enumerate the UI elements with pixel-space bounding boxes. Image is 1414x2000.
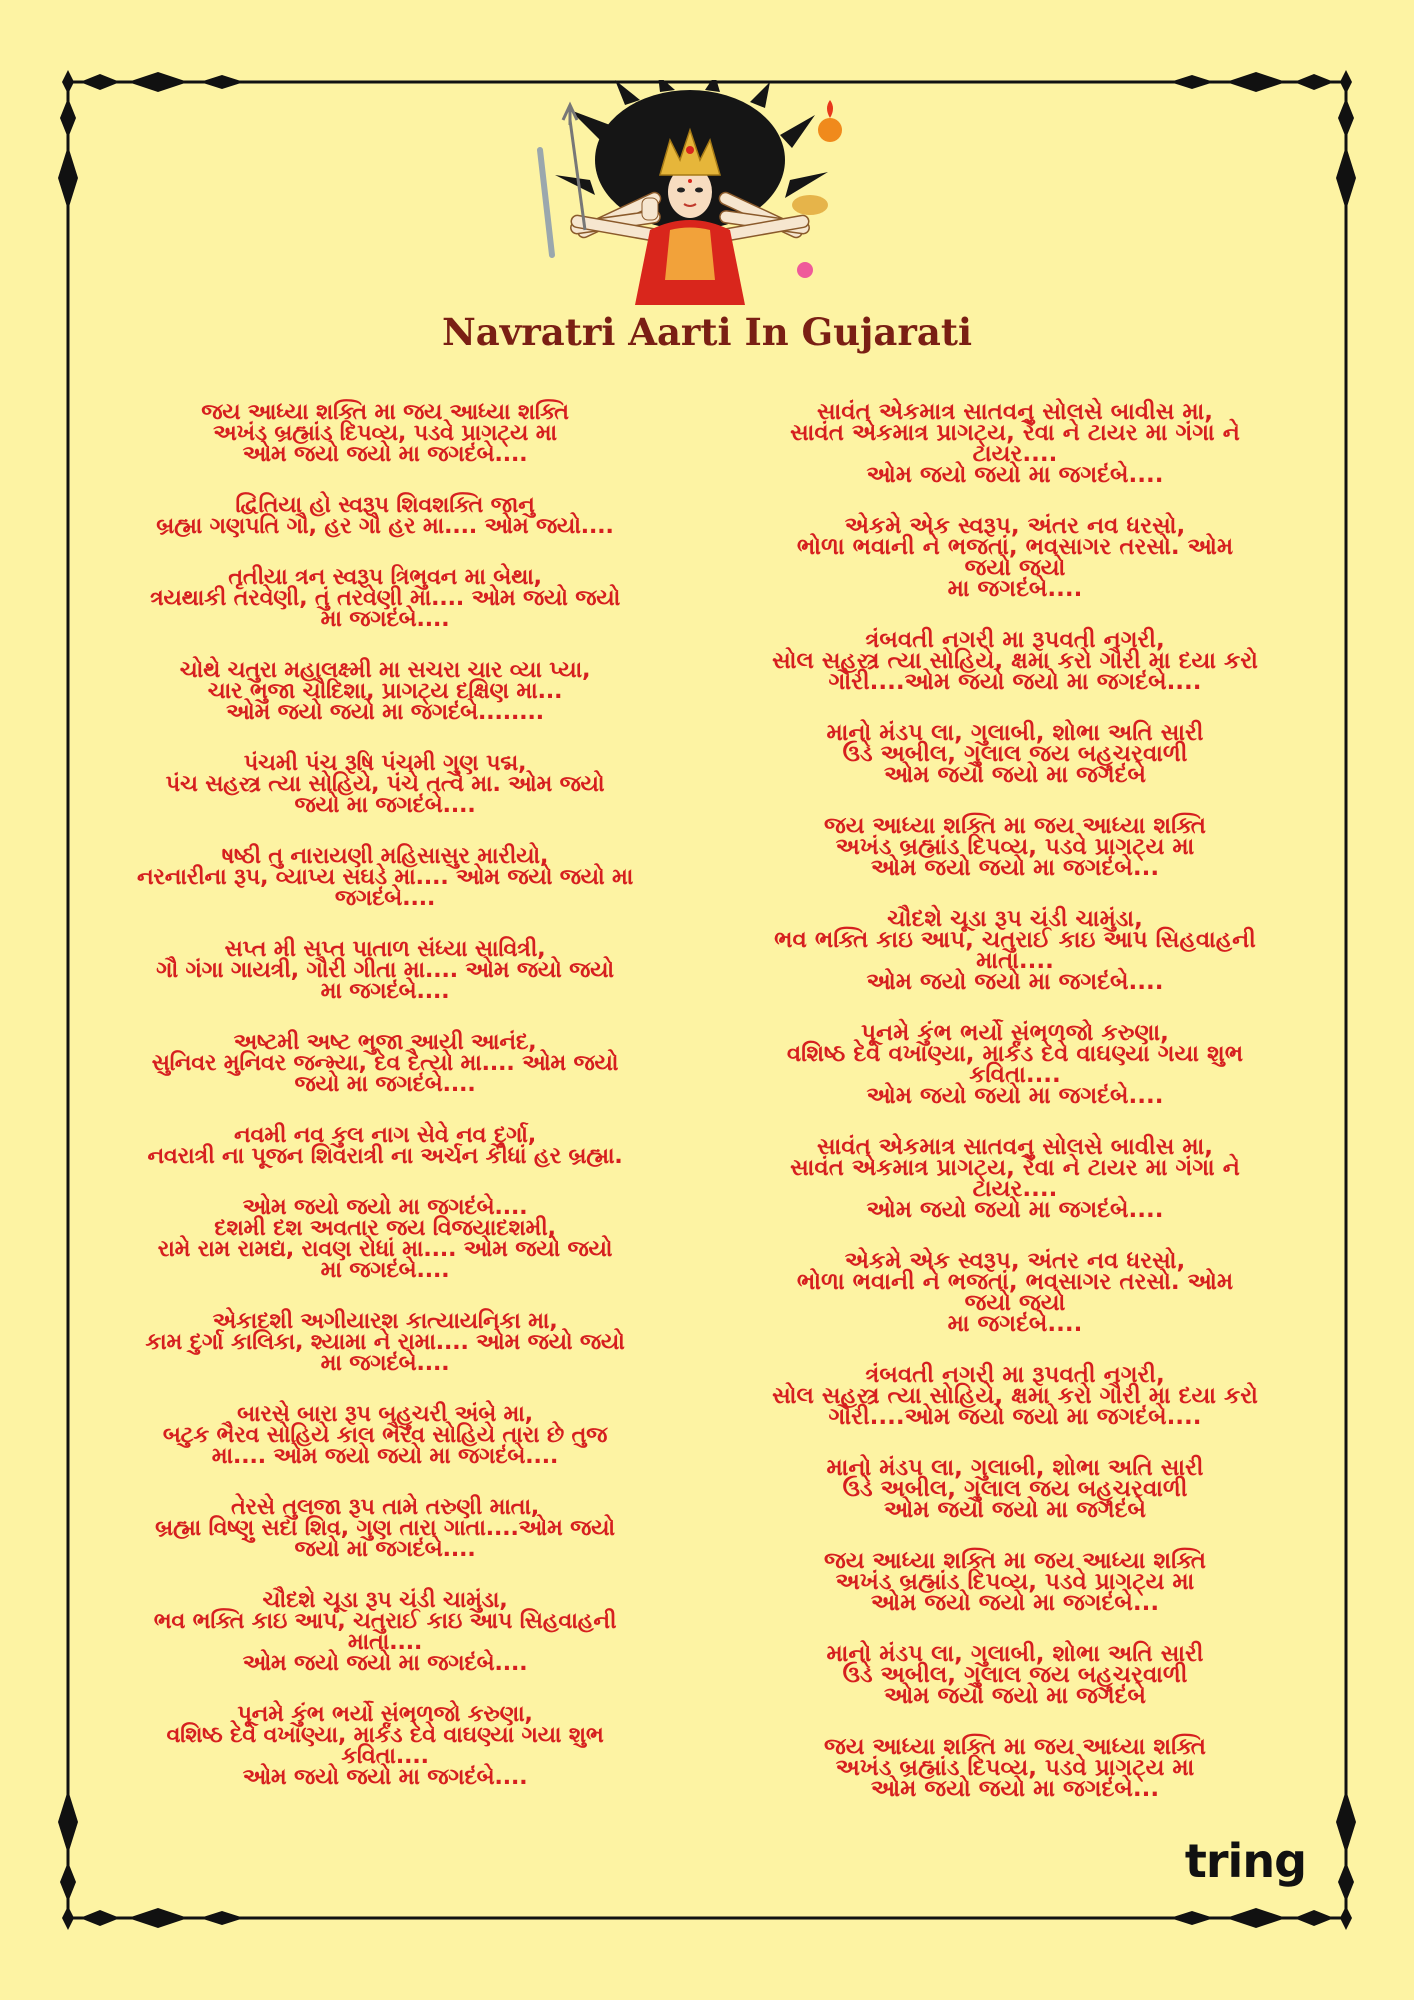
verse-line: અખંડ બ્રહ્માંડ દિપવ્ય, પડવે પ્રાગટ્ય મા bbox=[835, 834, 1195, 860]
verse-line: જય આધ્યા શક્તિ મા જય આધ્યા શક્તિ bbox=[823, 1548, 1207, 1574]
verse-stanza bbox=[95, 1122, 675, 1169]
page-title: Navratri Aarti In Gujarati bbox=[441, 310, 973, 354]
verse-line: કવિતા.... bbox=[969, 1062, 1061, 1088]
verse-line: પૂનમે કુંભ ભર્યો સંભળજો કરુણા, bbox=[861, 1020, 1169, 1046]
verse-line: ઓમ જયો જયો મા જગદંબે... bbox=[870, 1776, 1160, 1802]
verse-stanza bbox=[95, 1401, 675, 1469]
verse-line: ઓમ જયો જયો મા જગદંબે.... bbox=[242, 1764, 528, 1790]
verse-line: સપ્ત મી સપ્ત પાતાળ સંધ્યા સાવિત્રી, bbox=[224, 936, 546, 962]
verse-line: માનો મંડપ લા, ગુલાબી, શોભા અતિ સારી bbox=[826, 720, 1204, 746]
aarti-right-column bbox=[715, 399, 1315, 1830]
verse-stanza bbox=[715, 1248, 1315, 1337]
verse-line: સાવંત એકમાત્ર પ્રાગટ્ય, રેવા ને ટાયર મા ગંગા ને bbox=[790, 1155, 1240, 1181]
verse-stanza bbox=[715, 1641, 1315, 1709]
verse-line: માનો મંડપ લા, ગુલાબી, શોભા અતિ સારી bbox=[826, 1455, 1204, 1481]
verse-line: વશિષ્ઠ દેવે વખાણ્યા, માર્કંડ દેવે વાઘણ્યા ગયા શુભ bbox=[786, 1041, 1244, 1067]
verse-stanza bbox=[715, 1134, 1315, 1223]
verse-line: બારસે બારા રૂપ બહુચરી અંબે મા, bbox=[237, 1401, 533, 1427]
verse-line: જયો જયો bbox=[964, 1290, 1066, 1316]
verse-line: સાવંત એકમાત્ર સાતવનુ સોલસે બાવીસ મા, bbox=[816, 1134, 1214, 1160]
verse-stanza bbox=[95, 399, 675, 467]
verse-line: એકમે એક સ્વરૂપ, અંતર નવ ધરસો, bbox=[844, 513, 1186, 539]
verse-line: ઓમ જયો જયો મા જગદંબે.... bbox=[242, 1194, 528, 1220]
verse-line: અષ્ટમી અષ્ટ ભુજા આયી આનંદ, bbox=[233, 1029, 537, 1055]
verse-line: જયો મા જગદંબે.... bbox=[294, 1536, 476, 1562]
verse-line: ત્રયથાકી તરવેણી, તું તરવેણી મા.... ઓમ જયો જયો bbox=[149, 585, 621, 611]
verse-line: નરનારીના રૂપ, વ્યાપ્ય સઘડે મા.... ઓમ જયો જયો મા bbox=[136, 864, 634, 890]
verse-stanza bbox=[715, 1734, 1315, 1802]
verse-line: માતા.... bbox=[976, 948, 1054, 974]
verse-stanza bbox=[715, 720, 1315, 788]
verse-line: ગૌરી....ઓમ જયો જયો મા જગદંબે.... bbox=[828, 1404, 1202, 1430]
verse-line: ઓમ જયો જયો મા જગદંબે bbox=[884, 1683, 1146, 1709]
verse-line: પૂનમે કુંભ ભર્યો સંભળજો કરુણા, bbox=[237, 1701, 533, 1727]
verse-stanza bbox=[95, 1308, 675, 1376]
verse-line: તૃતીયા ત્રન સ્વરૂપ ત્રિભુવન મા બેથા, bbox=[228, 564, 542, 590]
verse-line: જયો મા જગદંબે.... bbox=[294, 1071, 476, 1097]
verse-line: ચૌદશે ચૂડા રૂપ ચંડી ચામુંડા, bbox=[887, 906, 1143, 932]
verse-line: ઓમ જયો જયો મા જગદંબે.... bbox=[866, 462, 1164, 488]
verse-stanza bbox=[95, 1194, 675, 1283]
verse-line: મા જગદંબે.... bbox=[320, 978, 450, 1004]
verse-line: ત્રંબવતી નગરી મા રૂપવતી નગરી, bbox=[865, 627, 1165, 653]
verse-line: ઓમ જયો જયો મા જગદંબે.... bbox=[866, 969, 1164, 995]
verse-line: કવિતા.... bbox=[341, 1743, 429, 1769]
verse-stanza bbox=[715, 1020, 1315, 1109]
verse-line: અખંડ બ્રહ્માંડ દિપવ્ય, પડવે પ્રાગટ્ય મા bbox=[835, 1569, 1195, 1595]
aarti-left-column bbox=[95, 399, 675, 1818]
verse-line: જય આધ્યા શક્તિ મા જય આધ્યા શક્તિ bbox=[201, 399, 569, 425]
verse-line: ભોળા ભવાની ને ભજતાં, ભવસાગર તરસો. ઓમ bbox=[796, 1269, 1234, 1295]
verse-stanza bbox=[95, 843, 675, 911]
verse-line: સાવંત એકમાત્ર સાતવનુ સોલસે બાવીસ મા, bbox=[816, 399, 1214, 425]
verse-line: જયો જયો bbox=[964, 555, 1066, 581]
verse-line: ગૌ ગંગા ગાયત્રી, ગૌરી ગીતા મા.... ઓમ જયો જયો bbox=[156, 957, 614, 983]
verse-line: પંચ સહસ્ત્ર ત્યા સોહિયે, પંચે તત્વે મા. ઓમ જયો bbox=[165, 771, 605, 797]
verse-line: ઉડે અબીલ, ગુલાલ જય બહુચરવાળી bbox=[842, 1662, 1188, 1688]
verse-line: મા જગદંબે.... bbox=[320, 606, 450, 632]
verse-line: ચૌદશે ચૂડા રૂપ ચંડી ચામુંડા, bbox=[262, 1587, 508, 1613]
verse-line: મા જગદંબે.... bbox=[947, 1311, 1083, 1337]
verse-line: ઓમ જયો જયો મા જગદંબે.... bbox=[242, 441, 528, 467]
verse-line: મા.... ઓમ જયો જયો મા જગદંબે.... bbox=[211, 1443, 559, 1469]
verse-line: માનો મંડપ લા, ગુલાબી, શોભા અતિ સારી bbox=[826, 1641, 1204, 1667]
verse-line: એકમે એક સ્વરૂપ, અંતર નવ ધરસો, bbox=[844, 1248, 1186, 1274]
verse-line: ભોળા ભવાની ને ભજતાં, ભવસાગર તરસો. ઓમ bbox=[796, 534, 1234, 560]
verse-stanza bbox=[715, 513, 1315, 602]
verse-line: અખંડ બ્રહ્માંડ દિપવ્ય, પડવે પ્રાગટ્ય મા bbox=[213, 420, 557, 446]
verse-line: અખંડ બ્રહ્માંડ દિપવ્ય, પડવે પ્રાગટ્ય મા bbox=[835, 1755, 1195, 1781]
verse-line: સુનિવર મુનિવર જન્મ્યા, દેવ દૈત્યો મા.... ઓમ જયો bbox=[151, 1050, 619, 1076]
verse-stanza bbox=[95, 750, 675, 818]
verse-line: ત્રંબવતી નગરી મા રૂપવતી નગરી, bbox=[865, 1362, 1165, 1388]
verse-stanza bbox=[95, 1494, 675, 1562]
verse-line: માતા.... bbox=[347, 1629, 423, 1655]
verse-stanza bbox=[715, 1362, 1315, 1430]
verse-stanza bbox=[715, 1455, 1315, 1523]
verse-stanza bbox=[95, 1029, 675, 1097]
verse-line: ઓમ જયો જયો મા જગદંબે... bbox=[870, 855, 1160, 881]
verse-line: બ્રહ્મા ગણપતિ ગૌ, હર ગૌ હર મા.... ઓમ જયો.... bbox=[156, 513, 614, 539]
verse-stanza bbox=[95, 492, 675, 539]
verse-line: ભવ ભક્તિ કાઇ આપ, ચતુરાઈ કાઇ આપ સિહવાહની bbox=[153, 1608, 617, 1634]
verse-line: સોલ સહસ્ત્ર ત્યા સોહિયે, ક્ષમા કરો ગૌરી મા દયા કરો bbox=[772, 1383, 1258, 1409]
verse-line: મા જગદંબે.... bbox=[947, 576, 1083, 602]
verse-line: ષષ્ઠી તુ નારાયણી મહિસાસુર મારીયો, bbox=[221, 843, 549, 869]
verse-line: દશમી દશ અવતાર જય વિજયાદશમી, bbox=[214, 1215, 556, 1241]
verse-line: જયો મા જગદંબે.... bbox=[294, 792, 476, 818]
verse-stanza bbox=[715, 813, 1315, 881]
verse-line: દ્વિતિયા હો સ્વરૂપ શિવશક્તિ જાનુ bbox=[235, 492, 535, 518]
verse-stanza bbox=[715, 627, 1315, 695]
verse-line: ઓમ જયો જયો મા જગદંબે bbox=[884, 1497, 1146, 1523]
verse-line: એકાદશી અગીયારશ કાત્યાયનિકા મા, bbox=[212, 1308, 558, 1334]
verse-line: ઓમ જયો જયો મા જગદંબે bbox=[884, 762, 1146, 788]
verse-stanza bbox=[95, 936, 675, 1004]
verse-stanza bbox=[95, 657, 675, 725]
verse-line: મા જગદંબે.... bbox=[320, 1257, 450, 1283]
verse-line: ઉડે અબીલ, ગુલાલ જય બહુચરવાળી bbox=[842, 741, 1188, 767]
verse-line: ચોથે ચતુરા મહાલક્ષ્મી મા સચરા ચાર વ્યા પ્યા, bbox=[179, 657, 591, 683]
verse-line: ચાર ભુજા ચૌદિશા, પ્રાગટ્ય દક્ષિણ મા... bbox=[207, 678, 563, 704]
verse-line: ભવ ભક્તિ કાઇ આપ, ચતુરાઈ કાઇ આપ સિહવાહની bbox=[774, 927, 1256, 953]
verse-line: કામ દુર્ગા કાલિકા, શ્યામા ને રામા.... ઓમ જયો જયો bbox=[145, 1329, 625, 1355]
verse-line: બટુક ભૈરવ સોહિયે કાલ ભૈરવ સોહિયે તારા છે તુજ bbox=[162, 1422, 608, 1448]
brand-logo: tring bbox=[1184, 1834, 1306, 1888]
verse-line: ઓમ જયો જયો મા જગદંબે.... bbox=[866, 1083, 1164, 1109]
verse-line: વશિષ્ઠ દેવે વખાણ્યા, માર્કંડ દેવે વાઘણ્યા ગયા શુભ bbox=[166, 1722, 604, 1748]
verse-line: મા જગદંબે.... bbox=[320, 1350, 450, 1376]
verse-line: રામે રામ રામદ્ય, રાવણ રોધાં મા.... ઓમ જયો જયો bbox=[157, 1236, 613, 1262]
verse-line: ઓમ જયો જયો મા જગદંબે.... bbox=[242, 1650, 528, 1676]
verse-line: ઓમ જયો જયો મા જગદંબે........ bbox=[226, 699, 544, 725]
verse-line: ઉડે અબીલ, ગુલાલ જય બહુચરવાળી bbox=[842, 1476, 1188, 1502]
verse-line: ઓમ જયો જયો મા જગદંબે.... bbox=[866, 1197, 1164, 1223]
goddess-durga-illustration bbox=[530, 80, 850, 310]
verse-line: ટાયર.... bbox=[972, 441, 1058, 467]
verse-stanza bbox=[715, 1548, 1315, 1616]
verse-line: નવમી નવ કુલ નાગ સેવે નવ દુર્ગા, bbox=[234, 1122, 536, 1148]
verse-line: ગૌરી....ઓમ જયો જયો મા જગદંબે.... bbox=[828, 669, 1202, 695]
verse-line: ઓમ જયો જયો મા જગદંબે... bbox=[870, 1590, 1160, 1616]
verse-line: તેરસે તુલજા રૂપ તામે તરુણી માતા, bbox=[230, 1494, 540, 1520]
verse-line: બ્રહ્મા વિષ્ણુ સદા શિવ, ગુણ તારા ગાતા....ઓમ જયો bbox=[155, 1515, 615, 1541]
verse-line: ટાયર.... bbox=[972, 1176, 1058, 1202]
verse-stanza bbox=[95, 1701, 675, 1790]
verse-stanza bbox=[715, 399, 1315, 488]
verse-line: નવરાત્રી ના પૂજન શિવરાત્રી ના અર્ચન કીધાં હર બ્રહ્મા. bbox=[147, 1143, 623, 1169]
verse-line: જગદંબે.... bbox=[334, 885, 436, 911]
verse-line: સોલ સહસ્ત્ર ત્યા સોહિયે, ક્ષમા કરો ગૌરી મા દયા કરો bbox=[772, 648, 1258, 674]
verse-stanza bbox=[715, 906, 1315, 995]
verse-line: જય આધ્યા શક્તિ મા જય આધ્યા શક્તિ bbox=[823, 1734, 1207, 1760]
verse-line: પંચમી પંચ રૂષિ પંચમી ગુણ પદ્મ, bbox=[243, 750, 527, 776]
verse-line: સાવંત એકમાત્ર પ્રાગટ્ય, રેવા ને ટાયર મા ગંગા ને bbox=[790, 420, 1240, 446]
verse-stanza bbox=[95, 564, 675, 632]
verse-line: જય આધ્યા શક્તિ મા જય આધ્યા શક્તિ bbox=[823, 813, 1207, 839]
verse-stanza bbox=[95, 1587, 675, 1676]
